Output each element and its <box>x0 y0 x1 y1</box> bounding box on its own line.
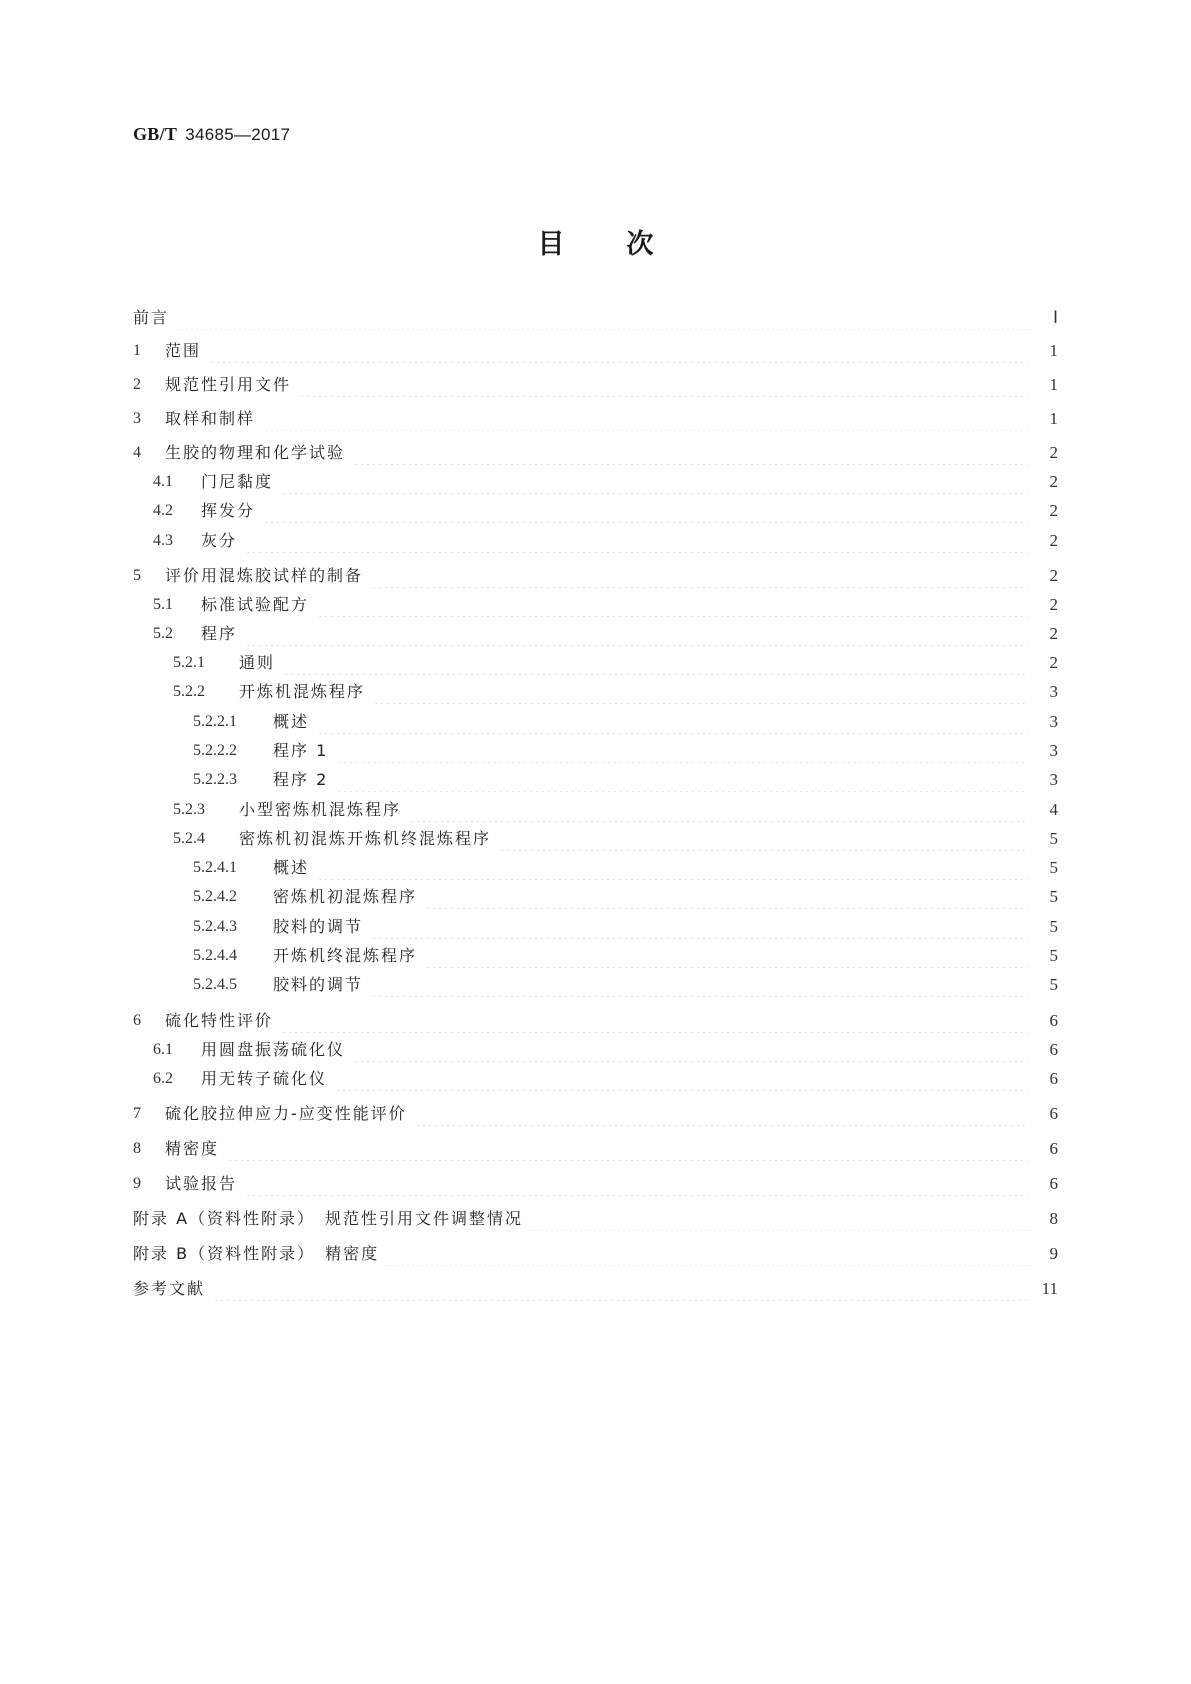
toc-entry-heading <box>193 915 363 939</box>
toc-entry-page-number: 1 <box>1049 375 1058 394</box>
toc-entry-heading <box>133 1277 205 1301</box>
toc-entry-label: 密炼机初混炼程序 <box>273 887 418 906</box>
toc-entry-page-number: 5 <box>1049 858 1058 877</box>
toc-entry-page-number: 6 <box>1049 1011 1058 1030</box>
toc-entry-label: 门尼黏度 <box>201 472 274 491</box>
toc-entry-label: 灰分 <box>201 531 238 550</box>
toc-entry-number: 4 <box>133 444 141 461</box>
dot-leader <box>415 1102 1028 1126</box>
toc-entry-heading <box>133 1137 219 1161</box>
toc-entry-label: 胶料的调节 <box>273 917 364 936</box>
toc-entry-number: 2 <box>133 376 141 393</box>
toc-entry-page-number: 3 <box>1049 770 1058 789</box>
toc-entry-page-number: Ⅰ <box>1052 308 1058 327</box>
dot-leader <box>317 710 1028 734</box>
toc-entry-number: 4.1 <box>153 473 173 490</box>
toc-entry-number: 5.2.4.3 <box>193 918 237 935</box>
toc-entry-number: 5.2.4.5 <box>193 976 237 993</box>
toc-entry-page-number: 2 <box>1049 501 1058 520</box>
toc-entry-page-number: 4 <box>1049 800 1058 819</box>
toc-entry-label: 用圆盘振荡硫化仪 <box>201 1040 346 1059</box>
toc-entry-label: 附录 B（资料性附录） 精密度 <box>133 1244 380 1263</box>
toc-entry-page-number: 2 <box>1049 472 1058 491</box>
toc-entry-page-number: 5 <box>1049 946 1058 965</box>
toc-entry-heading <box>133 1009 273 1033</box>
toc-entry[interactable] <box>153 470 1058 494</box>
toc-entry-number: 3 <box>133 410 141 427</box>
toc-entry-heading <box>193 710 309 734</box>
toc-entry-heading <box>173 680 365 704</box>
toc-entry-label: 密炼机初混炼开炼机终混炼程序 <box>239 829 492 848</box>
toc-entry[interactable] <box>153 529 1058 553</box>
standard-prefix: GB/T <box>133 124 178 144</box>
toc-entry-label: 小型密炼机混炼程序 <box>239 800 402 819</box>
toc-entry-number: 5 <box>133 567 141 584</box>
title-char-1: 目 <box>537 229 565 260</box>
toc-entry-page-number: 9 <box>1049 1244 1058 1263</box>
toc-entry[interactable] <box>193 768 1058 792</box>
toc-entry-heading <box>133 564 363 588</box>
standard-code <box>133 124 290 145</box>
toc-entry-label: 标准试验配方 <box>201 595 310 614</box>
toc-entry-number: 1 <box>133 342 141 359</box>
toc-entry-heading <box>133 306 169 330</box>
toc-entry-heading <box>193 885 417 909</box>
dot-leader <box>336 768 1028 792</box>
toc-entry-page-number: 6 <box>1049 1069 1058 1088</box>
toc-entry-heading <box>133 1102 407 1126</box>
toc-entry-heading <box>153 529 237 553</box>
toc-entry-heading <box>193 856 309 880</box>
toc-entry-page-number: 2 <box>1049 443 1058 462</box>
toc-entry[interactable] <box>153 1038 1058 1062</box>
toc-entry-heading <box>133 407 255 431</box>
toc-entry-label: 概述 <box>273 858 310 877</box>
dot-leader <box>387 1242 1028 1266</box>
dot-leader <box>425 944 1028 968</box>
page-title <box>0 222 1191 261</box>
toc-entry[interactable] <box>153 622 1058 646</box>
dot-leader <box>336 739 1028 763</box>
title-char-2: 次 <box>626 229 654 260</box>
dot-leader <box>317 856 1028 880</box>
toc-entry-page-number: 6 <box>1049 1174 1058 1193</box>
toc-entry[interactable] <box>193 944 1058 968</box>
toc-entry-page-number: 8 <box>1049 1209 1058 1228</box>
toc-entry-number: 5.2.4.1 <box>193 859 237 876</box>
toc-entry-page-number: 5 <box>1049 975 1058 994</box>
toc-entry-label: 附录 A（资料性附录） 规范性引用文件调整情况 <box>133 1209 524 1228</box>
dot-leader <box>335 1067 1028 1091</box>
toc-entry[interactable] <box>133 1207 1058 1231</box>
toc-entry[interactable] <box>133 1277 1058 1301</box>
standard-number: 34685—2017 <box>185 125 291 144</box>
toc-entry-page-number: 5 <box>1049 887 1058 906</box>
toc-entry[interactable] <box>193 915 1058 939</box>
toc-entry-number: 5.2.2.1 <box>193 713 237 730</box>
toc-entry[interactable] <box>133 1172 1058 1196</box>
dot-leader <box>263 499 1028 523</box>
dot-leader <box>245 622 1028 646</box>
dot-leader <box>263 407 1028 431</box>
toc-entry-label: 通则 <box>239 653 276 672</box>
toc-entry-number: 5.2.3 <box>173 801 205 818</box>
toc-entry[interactable] <box>133 564 1058 588</box>
toc-entry[interactable] <box>133 373 1058 397</box>
toc-entry-number: 5.2.2.3 <box>193 771 237 788</box>
toc-entry-label: 前言 <box>133 308 170 327</box>
dot-leader <box>531 1207 1028 1231</box>
toc-entry-label: 程序 1 <box>273 741 329 760</box>
dot-leader <box>283 651 1028 675</box>
toc-entry-number: 9 <box>133 1175 141 1192</box>
dot-leader <box>409 798 1028 822</box>
toc-entry-heading <box>133 441 345 465</box>
toc-entry[interactable] <box>173 680 1058 704</box>
toc-entry-heading <box>193 768 328 792</box>
toc-entry-heading <box>133 1172 237 1196</box>
toc-entry-heading <box>193 973 363 997</box>
toc-entry-number: 6 <box>133 1012 141 1029</box>
toc-entry-label: 程序 2 <box>273 770 329 789</box>
dot-leader <box>177 306 1028 330</box>
dot-leader <box>299 373 1028 397</box>
toc-entry-number: 4.2 <box>153 502 173 519</box>
toc-entry-number: 5.2.1 <box>173 654 205 671</box>
dot-leader <box>245 529 1028 553</box>
toc-entry[interactable] <box>173 827 1058 851</box>
dot-leader <box>373 680 1028 704</box>
toc-entry-page-number: 3 <box>1049 712 1058 731</box>
toc-entry[interactable] <box>153 593 1058 617</box>
toc-entry[interactable] <box>133 339 1058 363</box>
toc-entry[interactable] <box>193 885 1058 909</box>
toc-entry-number: 6.1 <box>153 1041 173 1058</box>
toc-entry-heading <box>153 622 237 646</box>
toc-entry[interactable] <box>173 798 1058 822</box>
toc-entry-number: 5.2 <box>153 625 173 642</box>
toc-entry-heading <box>153 470 273 494</box>
toc-entry-heading <box>133 1242 379 1266</box>
dot-leader <box>227 1137 1028 1161</box>
toc-entry-heading <box>153 593 309 617</box>
dot-leader <box>209 339 1028 363</box>
toc-entry-heading <box>193 739 328 763</box>
toc-entry-page-number: 2 <box>1049 624 1058 643</box>
toc-entry-label: 参考文献 <box>133 1279 206 1298</box>
dot-leader <box>317 593 1028 617</box>
dot-leader <box>425 885 1028 909</box>
toc-entry[interactable] <box>193 739 1058 763</box>
toc-entry-heading <box>193 944 417 968</box>
dot-leader <box>371 973 1028 997</box>
toc-entry-number: 5.2.4.4 <box>193 947 237 964</box>
toc-entry[interactable] <box>193 973 1058 997</box>
toc-entry-number: 5.2.4 <box>173 830 205 847</box>
toc-entry-heading <box>153 1038 345 1062</box>
dot-leader <box>281 1009 1028 1033</box>
toc-entry-page-number: 5 <box>1049 829 1058 848</box>
toc-entry-number: 6.2 <box>153 1070 173 1087</box>
toc-entry-number: 7 <box>133 1105 141 1122</box>
toc-entry-page-number: 11 <box>1041 1279 1058 1298</box>
toc-entry-label: 范围 <box>165 341 202 360</box>
toc-entry-label: 硫化特性评价 <box>165 1011 274 1030</box>
toc-entry-page-number: 3 <box>1049 682 1058 701</box>
toc-entry-label: 生胶的物理和化学试验 <box>165 443 346 462</box>
toc-entry[interactable] <box>133 1242 1058 1266</box>
toc-entry-label: 开炼机混炼程序 <box>239 682 366 701</box>
toc-entry-heading <box>173 827 491 851</box>
toc-entry-heading <box>133 1207 523 1231</box>
toc-entry-heading <box>133 339 201 363</box>
toc-entry-number: 8 <box>133 1140 141 1157</box>
toc-entry[interactable] <box>133 306 1058 330</box>
dot-leader <box>353 1038 1028 1062</box>
toc-entry-label: 规范性引用文件 <box>165 375 292 394</box>
toc-entry-label: 精密度 <box>165 1139 220 1158</box>
toc-entry-heading <box>173 798 401 822</box>
toc-entry-heading <box>153 1067 327 1091</box>
toc-entry[interactable] <box>193 710 1058 734</box>
toc-entry-label: 概述 <box>273 712 310 731</box>
toc-entry-page-number: 2 <box>1049 595 1058 614</box>
dot-leader <box>371 915 1028 939</box>
toc-entry-heading <box>153 499 255 523</box>
dot-leader <box>371 564 1028 588</box>
toc-entry-number: 4.3 <box>153 532 173 549</box>
dot-leader <box>499 827 1028 851</box>
toc-entry-number: 5.1 <box>153 596 173 613</box>
toc-entry-page-number: 6 <box>1049 1139 1058 1158</box>
toc-entry-page-number: 2 <box>1049 566 1058 585</box>
toc-entry[interactable] <box>153 1067 1058 1091</box>
toc-entry-label: 程序 <box>201 624 238 643</box>
dot-leader <box>353 441 1028 465</box>
toc-entry-label: 开炼机终混炼程序 <box>273 946 418 965</box>
toc-entry-page-number: 2 <box>1049 531 1058 550</box>
toc-entry-number: 5.2.4.2 <box>193 888 237 905</box>
toc-entry-label: 硫化胶拉伸应力-应变性能评价 <box>165 1104 407 1123</box>
toc-entry-number: 5.2.2 <box>173 683 205 700</box>
toc-entry-label: 胶料的调节 <box>273 975 364 994</box>
dot-leader <box>213 1277 1028 1301</box>
toc-entry-page-number: 2 <box>1049 653 1058 672</box>
toc-entry-page-number: 6 <box>1049 1104 1058 1123</box>
toc-entry-page-number: 1 <box>1049 341 1058 360</box>
toc-entry[interactable] <box>153 499 1058 523</box>
toc-entry[interactable] <box>133 1102 1058 1126</box>
toc-entry[interactable] <box>133 441 1058 465</box>
toc-entry-number: 5.2.2.2 <box>193 742 237 759</box>
toc-entry-page-number: 3 <box>1049 741 1058 760</box>
toc-entry-heading <box>173 651 275 675</box>
dot-leader <box>281 470 1028 494</box>
toc-entry-heading <box>133 373 291 397</box>
toc-entry[interactable] <box>133 1137 1058 1161</box>
toc-entry-label: 挥发分 <box>201 501 256 520</box>
toc-entry-label: 用无转子硫化仪 <box>201 1069 328 1088</box>
toc-entry-page-number: 5 <box>1049 917 1058 936</box>
toc-entry[interactable] <box>133 407 1058 431</box>
toc-entry-page-number: 6 <box>1049 1040 1058 1059</box>
toc-entry[interactable] <box>193 856 1058 880</box>
toc-entry-label: 取样和制样 <box>165 409 256 428</box>
toc-entry[interactable] <box>173 651 1058 675</box>
toc-entry[interactable] <box>133 1009 1058 1033</box>
dot-leader <box>245 1172 1028 1196</box>
toc-entry-label: 评价用混炼胶试样的制备 <box>165 566 364 585</box>
toc-entry-label: 试验报告 <box>165 1174 238 1193</box>
toc-entry-page-number: 1 <box>1049 409 1058 428</box>
